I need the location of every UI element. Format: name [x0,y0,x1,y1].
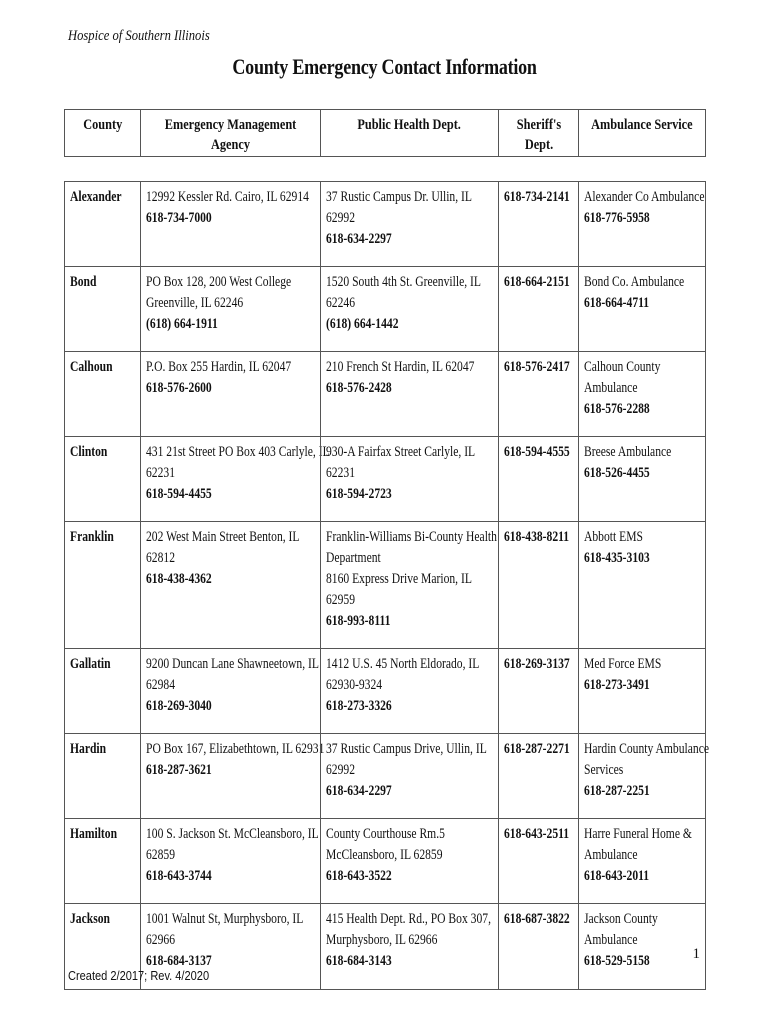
table-row [65,649,705,734]
health-dept-cell-line: 618-993-8111 [326,613,391,629]
ambulance-cell-line: 618-287-2251 [584,783,650,799]
sheriff-phone-line: 618-734-2141 [504,189,570,205]
ema-cell-line: 431 21st Street PO Box 403 Carlyle, IL [146,444,330,460]
health-dept-cell [320,734,498,818]
ambulance-cell-line: Hardin County Ambulance [584,741,710,757]
ambulance-cell-line: Abbott EMS [584,529,643,545]
health-dept-cell-line: 618-273-3326 [326,698,392,714]
ema-cell [140,437,330,521]
sheriff-phone-line: 618-269-3137 [504,656,570,672]
health-dept-cell [320,904,498,989]
header-sheriff: Sheriff's Dept. [498,110,578,156]
ambulance-cell [578,819,705,903]
organization-name: Hospice of Southern Illinois [68,28,210,44]
county-name [65,734,140,818]
sheriff-phone [498,904,578,989]
health-dept-cell-line: 210 French St Hardin, IL 62047 [326,359,475,375]
ema-cell-line: 1001 Walnut St, Murphysboro, IL [146,911,304,927]
ema-cell [140,819,320,903]
ema-cell-line: 618-576-2600 [146,380,212,396]
sheriff-phone-line: 618-687-3822 [504,911,570,927]
ambulance-cell [578,904,705,989]
ambulance-cell-line: 618-435-3103 [584,550,650,566]
ambulance-cell-line: Harre Funeral Home & [584,826,692,842]
ema-cell [140,267,320,351]
ambulance-cell [578,734,710,818]
ema-cell-line: 62812 [146,550,175,566]
ema-cell-line: 62859 [146,847,175,863]
health-dept-cell-line: 37 Rustic Campus Dr. Ullin, IL [326,189,472,205]
health-dept-cell-line: 62992 [326,210,355,226]
ambulance-cell [578,267,705,351]
ambulance-cell-line: 618-643-2011 [584,868,650,884]
county-name-line: Gallatin [70,656,111,672]
health-dept-cell-line: 62246 [326,295,355,311]
ema-cell [140,734,325,818]
table-header [64,109,706,157]
footer-revision: Created 2/2017; Rev. 4/2020 [68,968,210,983]
county-name-line: Clinton [70,444,108,460]
health-dept-cell-line: 618-634-2297 [326,231,392,247]
page-title [0,54,770,80]
health-dept-cell-line: 62231 [326,465,355,481]
sheriff-phone [498,352,578,436]
health-dept-cell-line: 1520 South 4th St. Greenville, IL [326,274,481,290]
sheriff-phone [498,819,578,903]
header-ambulance: Ambulance Service [578,110,705,156]
ema-cell-line: 618-643-3744 [146,868,212,884]
table-row [65,819,705,904]
county-name [65,182,140,266]
ema-cell-line: 618-684-3137 [146,953,212,969]
ema-cell-line: 62966 [146,932,175,948]
health-dept-cell [320,819,498,903]
sheriff-phone-line: 618-287-2271 [504,741,570,757]
ema-cell [140,352,320,436]
county-name-line: Franklin [70,529,114,545]
ema-cell-line: 12992 Kessler Rd. Cairo, IL 62914 [146,189,309,205]
ema-cell-line: 618-438-4362 [146,571,212,587]
health-dept-cell-line: (618) 664-1442 [326,316,399,332]
ambulance-cell-line: 618-529-5158 [584,953,650,969]
ema-cell-line: 618-287-3621 [146,762,212,778]
sheriff-phone [498,267,578,351]
county-name [65,649,140,733]
ema-cell-line: Greenville, IL 62246 [146,295,244,311]
county-name-line: Bond [70,274,97,290]
health-dept-cell-line: Franklin-Williams Bi-County Health [326,529,497,545]
ema-cell-line: 618-594-4455 [146,486,212,502]
health-dept-cell [320,182,498,266]
ambulance-cell-line: 618-776-5958 [584,210,650,226]
ema-cell-line: 9200 Duncan Lane Shawneetown, IL [146,656,319,672]
county-name-line: Hardin [70,741,107,757]
ema-cell-line: 202 West Main Street Benton, IL [146,529,300,545]
sheriff-phone-line: 618-438-8211 [504,529,570,545]
table-row [65,267,705,352]
health-dept-cell-line: 415 Health Dept. Rd., PO Box 307, [326,911,491,927]
sheriff-phone-line: 618-643-2511 [504,826,570,842]
header-county: County [83,117,122,133]
health-dept-cell [320,522,498,648]
ema-cell-line: PO Box 128, 200 West College [146,274,292,290]
county-name [65,352,140,436]
ambulance-cell [578,182,705,266]
health-dept-cell [320,352,498,436]
ema-cell-line: 62984 [146,677,175,693]
ambulance-cell-line: Jackson County [584,911,658,927]
county-name [65,522,140,648]
page-title-text: County Emergency Contact Information [232,54,538,79]
ema-cell-line: 618-269-3040 [146,698,212,714]
sheriff-phone [498,734,578,818]
sheriff-phone [498,182,578,266]
page-number: 1 [692,946,700,962]
ema-cell-line: PO Box 167, Elizabethtown, IL 62931 [146,741,325,757]
sheriff-phone [498,437,578,521]
health-dept-cell-line: 930-A Fairfax Street Carlyle, IL [326,444,476,460]
ambulance-cell-line: Bond Co. Ambulance [584,274,685,290]
table-row [65,437,705,522]
county-name-line: Alexander [70,189,122,205]
ema-cell [140,522,320,648]
ambulance-cell-line: Breese Ambulance [584,444,672,460]
ambulance-cell-line: Ambulance [584,847,638,863]
ema-cell-line: 100 S. Jackson St. McCleansboro, IL [146,826,319,842]
health-dept-cell-line: 618-576-2428 [326,380,392,396]
ambulance-cell-line: Calhoun County [584,359,661,375]
health-dept-cell [320,649,498,733]
health-dept-cell-line: 62930-9324 [326,677,383,693]
health-dept-cell-line: Department [326,550,381,566]
sheriff-phone [498,522,578,648]
ambulance-cell [578,522,705,648]
county-name [65,437,140,521]
ambulance-cell-line: Med Force EMS [584,656,662,672]
sheriff-phone-line: 618-576-2417 [504,359,570,375]
health-dept-cell-line: Murphysboro, IL 62966 [326,932,438,948]
table-row [65,182,705,267]
health-dept-cell [320,267,498,351]
ambulance-cell-line: 618-576-2288 [584,401,650,417]
county-name-line: Hamilton [70,826,118,842]
sheriff-phone-line: 618-594-4555 [504,444,570,460]
county-name-line: Calhoun [70,359,113,375]
ambulance-cell [578,352,705,436]
table-row [65,352,705,437]
ambulance-cell [578,649,705,733]
ambulance-cell-line: 618-526-4455 [584,465,650,481]
ambulance-cell-line: 618-273-3491 [584,677,650,693]
ambulance-cell-line: Ambulance [584,932,638,948]
health-dept-cell-line: 8160 Express Drive Marion, IL [326,571,472,587]
ema-cell-line: P.O. Box 255 Hardin, IL 62047 [146,359,292,375]
ema-cell-line: 62231 [146,465,175,481]
ema-cell-line: (618) 664-1911 [146,316,218,332]
header-ema: Emergency Management Agency [140,110,320,156]
ambulance-cell-line: 618-664-4711 [584,295,650,311]
ema-cell-line: 618-734-7000 [146,210,212,226]
health-dept-cell-line: 62992 [326,762,355,778]
ambulance-cell-line: Services [584,762,624,778]
table-row [65,522,705,649]
health-dept-cell-line: 62959 [326,592,355,608]
ambulance-cell [578,437,705,521]
ema-cell [140,649,320,733]
county-name [65,819,140,903]
health-dept-cell [320,437,498,521]
health-dept-cell-line: 37 Rustic Campus Drive, Ullin, IL [326,741,487,757]
sheriff-phone-line: 618-664-2151 [504,274,570,290]
health-dept-cell-line: County Courthouse Rm.5 [326,826,445,842]
contact-table [64,181,710,990]
table-row [65,734,710,819]
health-dept-cell-line: 618-594-2723 [326,486,392,502]
ema-cell [140,182,320,266]
county-name [65,267,140,351]
health-dept-cell-line: 618-643-3522 [326,868,392,884]
ambulance-cell-line: Alexander Co Ambulance [584,189,705,205]
ambulance-cell-line: Ambulance [584,380,638,396]
county-name-line: Jackson [70,911,110,927]
health-dept-cell-line: 1412 U.S. 45 North Eldorado, IL [326,656,480,672]
header-health: Public Health Dept. [320,110,498,156]
sheriff-phone [498,649,578,733]
health-dept-cell-line: McCleansboro, IL 62859 [326,847,443,863]
health-dept-cell-line: 618-684-3143 [326,953,392,969]
health-dept-cell-line: 618-634-2297 [326,783,392,799]
